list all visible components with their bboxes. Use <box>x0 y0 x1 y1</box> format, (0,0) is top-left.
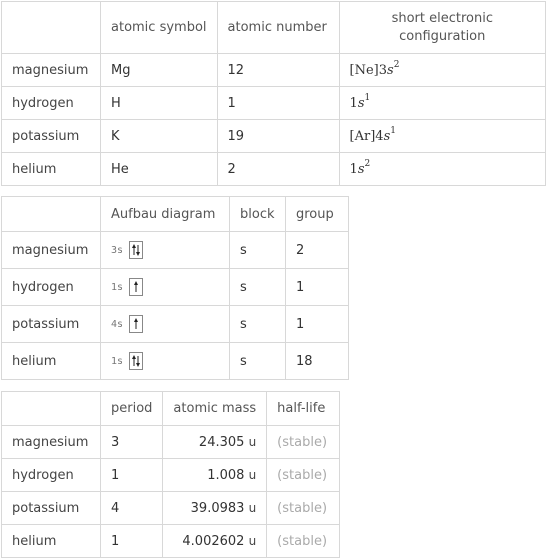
atomic-symbol-cell: H <box>101 87 218 120</box>
mass-unit: u <box>248 533 257 548</box>
mass-unit: u <box>248 434 257 449</box>
header-blank <box>2 392 101 426</box>
config-core: [Ar]4 <box>349 128 384 144</box>
config-orbital: s <box>357 161 365 177</box>
atomic-mass-cell <box>163 492 267 525</box>
configuration-cell <box>339 54 545 87</box>
row-label: hydrogen <box>2 459 101 492</box>
header-atomic-symbol: atomic symbol <box>101 2 218 54</box>
row-label: hydrogen <box>2 87 101 120</box>
spin-up-arrow-icon <box>134 318 138 329</box>
table-header-row <box>2 197 349 232</box>
electron-arrows <box>131 280 141 294</box>
spin-down-arrow-icon <box>136 356 140 367</box>
table-row <box>2 525 340 558</box>
atomic-number-cell: 1 <box>217 87 339 120</box>
table-mass-half-life <box>1 391 340 558</box>
period-cell: 1 <box>101 459 163 492</box>
mass-value: 39.0983 <box>190 500 245 516</box>
table-header-row <box>2 392 340 426</box>
aufbau-diagram-cell <box>101 343 230 380</box>
table-row <box>2 492 340 525</box>
orbital-label: 1s <box>111 281 124 293</box>
header-blank <box>2 2 101 54</box>
atomic-mass-cell <box>163 459 267 492</box>
header-atomic-number: atomic number <box>217 2 339 54</box>
atomic-mass-cell <box>163 525 267 558</box>
aufbau-diagram-cell <box>101 269 230 306</box>
aufbau-diagram-cell <box>101 306 230 343</box>
mass-unit: u <box>248 500 257 515</box>
mass-unit: u <box>248 467 257 482</box>
header-period: period <box>101 392 163 426</box>
config-exponent: 1 <box>364 93 371 104</box>
config-core: 1 <box>349 95 358 111</box>
atomic-number-cell: 2 <box>217 153 339 186</box>
config-core: 1 <box>349 161 358 177</box>
orbital-box <box>129 278 143 296</box>
configuration-cell <box>339 153 545 186</box>
header-block: block <box>230 197 286 232</box>
orbital-label: 4s <box>111 318 124 330</box>
electron-arrows <box>131 354 141 368</box>
table-row <box>2 426 340 459</box>
orbital-diagram <box>111 241 143 259</box>
table-aufbau <box>1 196 349 380</box>
header-half-life: half-life <box>267 392 340 426</box>
row-label: hydrogen <box>2 269 101 306</box>
header-atomic-mass: atomic mass <box>163 392 267 426</box>
aufbau-diagram-cell <box>101 232 230 269</box>
atomic-number-cell: 19 <box>217 120 339 153</box>
spin-up-arrow-icon <box>134 281 138 292</box>
half-life-cell: (stable) <box>267 525 340 558</box>
config-exponent: 2 <box>364 159 371 170</box>
orbital-box <box>129 315 143 333</box>
header-short-electronic-configuration: short electronic configuration <box>339 2 545 54</box>
table-row <box>2 153 546 186</box>
atomic-symbol-cell: Mg <box>101 54 218 87</box>
group-cell: 1 <box>286 269 349 306</box>
orbital-label: 1s <box>111 355 124 367</box>
electron-arrows <box>131 243 141 257</box>
period-cell: 4 <box>101 492 163 525</box>
atomic-mass-cell <box>163 426 267 459</box>
spin-down-arrow-icon <box>136 245 140 256</box>
table-row <box>2 459 340 492</box>
table-row <box>2 54 546 87</box>
spin-up-arrow-icon <box>132 355 136 366</box>
row-label: helium <box>2 525 101 558</box>
electron-arrows <box>131 317 141 331</box>
atomic-number-cell: 12 <box>217 54 339 87</box>
header-aufbau-diagram: Aufbau diagram <box>101 197 230 232</box>
config-orbital: s <box>357 95 365 111</box>
orbital-box <box>129 241 143 259</box>
spin-up-arrow-icon <box>132 244 136 255</box>
orbital-diagram <box>111 315 143 333</box>
table-header-row <box>2 2 546 54</box>
orbital-box <box>129 352 143 370</box>
block-cell: s <box>230 306 286 343</box>
period-cell: 1 <box>101 525 163 558</box>
half-life-cell: (stable) <box>267 426 340 459</box>
table-row <box>2 87 546 120</box>
table-row <box>2 343 349 380</box>
orbital-label: 3s <box>111 244 124 256</box>
row-label: magnesium <box>2 232 101 269</box>
row-label: helium <box>2 343 101 380</box>
table-row <box>2 120 546 153</box>
orbital-diagram <box>111 352 143 370</box>
mass-value: 4.002602 <box>182 533 245 549</box>
atomic-symbol-cell: He <box>101 153 218 186</box>
group-cell: 1 <box>286 306 349 343</box>
table-electronic-configuration <box>1 1 546 186</box>
group-cell: 2 <box>286 232 349 269</box>
row-label: magnesium <box>2 54 101 87</box>
table-row <box>2 232 349 269</box>
atomic-symbol-cell: K <box>101 120 218 153</box>
group-cell: 18 <box>286 343 349 380</box>
orbital-diagram <box>111 278 143 296</box>
period-cell: 3 <box>101 426 163 459</box>
block-cell: s <box>230 343 286 380</box>
config-exponent: 1 <box>390 126 396 137</box>
mass-value: 24.305 <box>198 434 245 450</box>
half-life-cell: (stable) <box>267 459 340 492</box>
row-label: magnesium <box>2 426 101 459</box>
block-cell: s <box>230 232 286 269</box>
row-label: potassium <box>2 492 101 525</box>
header-blank <box>2 197 101 232</box>
half-life-cell: (stable) <box>267 492 340 525</box>
row-label: potassium <box>2 306 101 343</box>
config-exponent: 2 <box>393 60 400 71</box>
config-orbital: s <box>383 128 391 144</box>
table-row <box>2 269 349 306</box>
header-group: group <box>286 197 349 232</box>
table-row <box>2 306 349 343</box>
configuration-cell <box>339 120 545 153</box>
configuration-cell <box>339 87 545 120</box>
block-cell: s <box>230 269 286 306</box>
config-core: [Ne]3 <box>349 62 388 78</box>
row-label: potassium <box>2 120 101 153</box>
config-orbital: s <box>387 62 394 78</box>
mass-value: 1.008 <box>207 467 245 483</box>
row-label: helium <box>2 153 101 186</box>
